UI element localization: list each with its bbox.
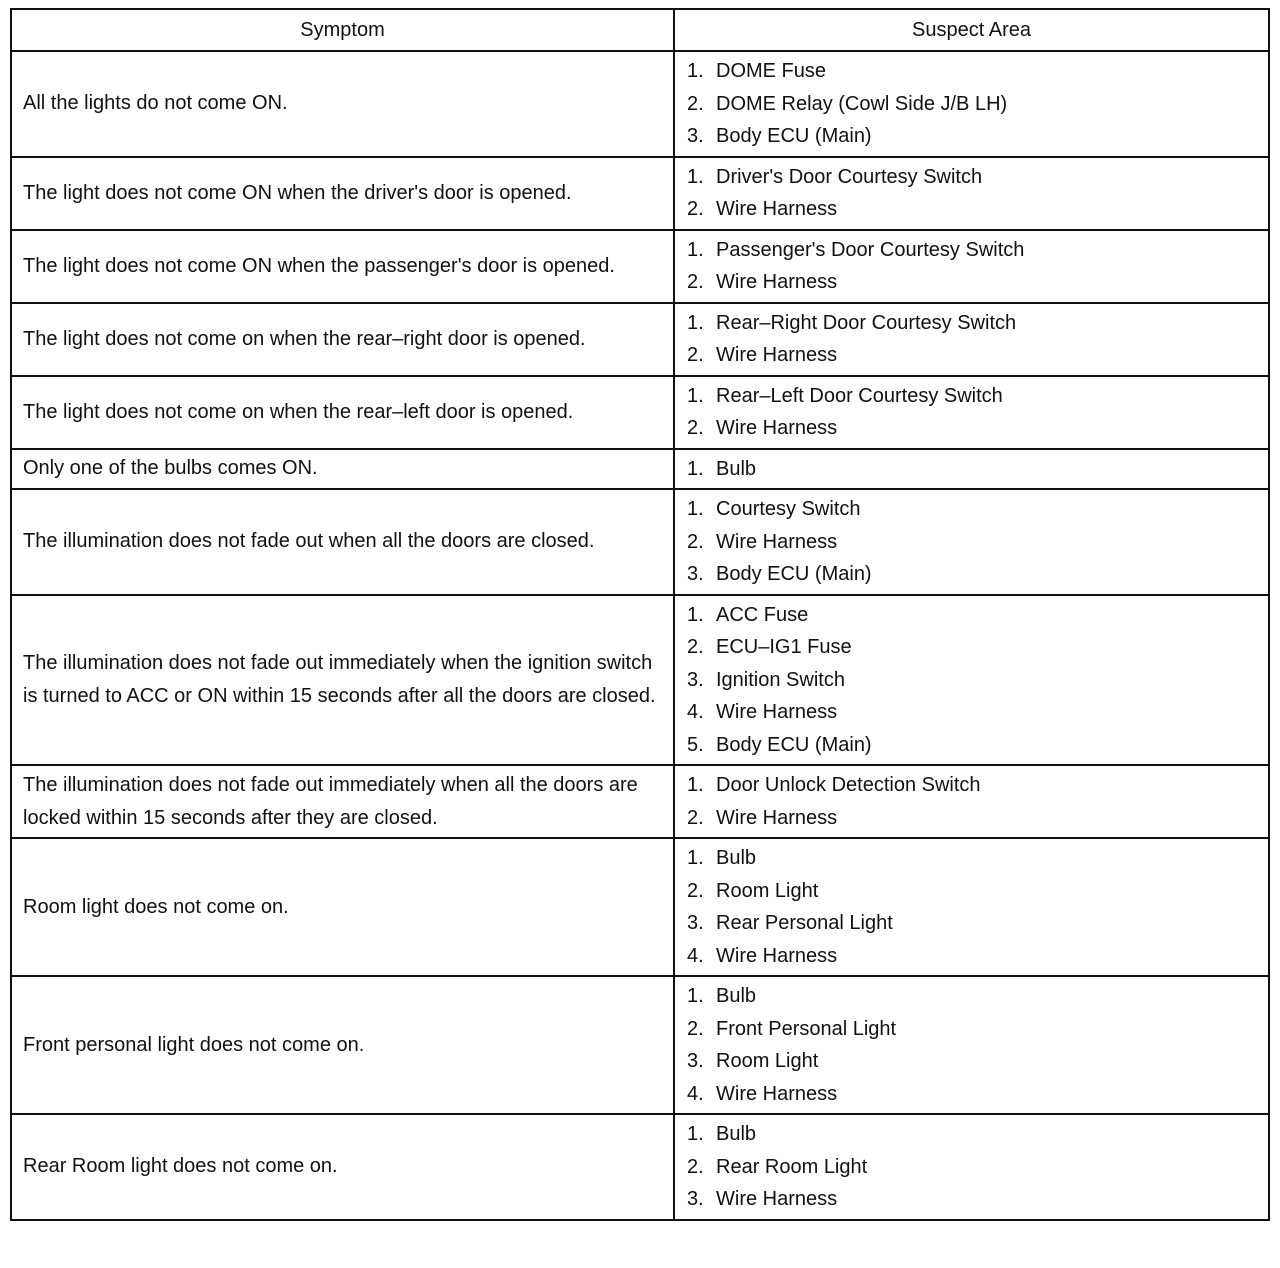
suspect-item-number: 1. [687, 457, 704, 480]
suspect-item-number: 1. [687, 847, 704, 869]
suspect-item [687, 453, 1258, 486]
symptom-cell: All the lights do not come ON. [11, 51, 674, 157]
suspect-item [687, 1013, 1258, 1046]
suspect-item-number: 3. [687, 1188, 704, 1210]
suspect-item-number: 3. [687, 125, 704, 147]
suspect-item [687, 631, 1258, 664]
suspect-item-label: Courtesy Switch [716, 498, 861, 520]
suspect-item-label: Wire Harness [716, 344, 838, 366]
suspect-item-label: Wire Harness [716, 944, 838, 967]
suspect-area-cell [674, 51, 1269, 157]
suspect-item [687, 842, 1258, 875]
suspect-item-label: Wire Harness [716, 417, 838, 439]
suspect-item-label: Wire Harness [716, 530, 838, 553]
table-row [11, 303, 1269, 376]
suspect-item-label: Rear Room Light [716, 1155, 868, 1178]
suspect-item-number: 2. [687, 198, 704, 220]
suspect-area-cell [674, 489, 1269, 595]
suspect-item-label: Rear Personal Light [716, 912, 893, 934]
table-row [11, 838, 1269, 976]
suspect-item [687, 1045, 1258, 1078]
suspect-item-label: Bulb [716, 457, 757, 480]
table-row [11, 976, 1269, 1114]
suspect-item-number: 2. [687, 1155, 704, 1178]
suspect-item-label: ACC Fuse [716, 603, 809, 626]
suspect-item-number: 3. [687, 563, 704, 585]
suspect-area-cell [674, 157, 1269, 230]
table-row [11, 449, 1269, 490]
suspect-item-number: 2. [687, 879, 704, 902]
suspect-item-label: DOME Relay (Cowl Side J/B LH) [716, 92, 1008, 115]
suspect-item-label: Body ECU (Main) [716, 563, 872, 585]
suspect-item-number: 3. [687, 1050, 704, 1072]
suspect-item-number: 2. [687, 530, 704, 553]
suspect-item-number: 4. [687, 944, 704, 967]
suspect-area-cell [674, 376, 1269, 449]
suspect-item-label: Wire Harness [716, 271, 838, 293]
suspect-item-label: Wire Harness [716, 701, 838, 723]
suspect-item-label: Ignition Switch [716, 668, 845, 691]
table-row [11, 489, 1269, 595]
suspect-item [687, 980, 1258, 1013]
suspect-area-cell [674, 976, 1269, 1114]
table-row [11, 51, 1269, 157]
suspect-item-label: Front Personal Light [716, 1017, 897, 1040]
suspect-item-label: Rear–Left Door Courtesy Switch [716, 384, 1003, 407]
suspect-item [687, 729, 1258, 762]
suspect-area-cell [674, 303, 1269, 376]
symptom-cell: Only one of the bulbs comes ON. [11, 449, 674, 490]
suspect-item-number: 1. [687, 1123, 704, 1145]
symptom-cell: The light does not come on when the rear–left door is opened. [11, 376, 674, 449]
suspect-item [687, 1078, 1258, 1111]
suspect-item-label: Wire Harness [716, 1082, 838, 1105]
suspect-item-label: Body ECU (Main) [716, 733, 872, 756]
suspect-item [687, 307, 1258, 340]
table-row [11, 1114, 1269, 1220]
symptom-cell: The illumination does not fade out when all the doors are closed. [11, 489, 674, 595]
suspect-item [687, 664, 1258, 697]
table-row [11, 230, 1269, 303]
suspect-item-label: Wire Harness [716, 806, 838, 829]
suspect-item-label: Bulb [716, 847, 757, 869]
suspect-item [687, 802, 1258, 835]
symptom-cell: Room light does not come on. [11, 838, 674, 976]
header-row [11, 9, 1269, 51]
suspect-area-cell [674, 595, 1269, 766]
suspect-item-label: Room Light [716, 879, 819, 902]
suspect-item-number: 3. [687, 912, 704, 934]
suspect-item [687, 493, 1258, 526]
suspect-area-cell [674, 1114, 1269, 1220]
suspect-item [687, 380, 1258, 413]
suspect-item-number: 1. [687, 60, 704, 82]
suspect-area-cell [674, 230, 1269, 303]
suspect-item-label: DOME Fuse [716, 60, 827, 82]
suspect-item [687, 88, 1258, 121]
suspect-item [687, 940, 1258, 973]
suspect-item-number: 2. [687, 271, 704, 293]
suspect-item-label: Bulb [716, 1123, 757, 1145]
suspect-item [687, 234, 1258, 267]
suspect-item [687, 1151, 1258, 1184]
suspect-item-label: Driver's Door Courtesy Switch [716, 165, 983, 188]
suspect-item [687, 696, 1258, 729]
suspect-item-number: 1. [687, 774, 704, 796]
table-row [11, 376, 1269, 449]
symptom-cell: Front personal light does not come on. [11, 976, 674, 1114]
suspect-item [687, 412, 1258, 445]
suspect-item-number: 2. [687, 636, 704, 658]
symptom-cell: The illumination does not fade out immediately when all the doors are locked within 15 seconds after they are closed. [11, 765, 674, 838]
symptom-column-header: Symptom [11, 9, 674, 51]
suspect-item-label: Bulb [716, 985, 757, 1007]
suspect-area-column-header: Suspect Area [674, 9, 1269, 51]
suspect-item [687, 907, 1258, 940]
suspect-item-number: 2. [687, 1017, 704, 1040]
suspect-item-label: ECU–IG1 Fuse [716, 636, 852, 658]
symptom-cell: The light does not come on when the rear–right door is opened. [11, 303, 674, 376]
suspect-item-label: Rear–Right Door Courtesy Switch [716, 311, 1017, 334]
suspect-item [687, 1183, 1258, 1216]
suspect-item-label: Wire Harness [716, 1188, 838, 1210]
symptom-cell: The light does not come ON when the driver's door is opened. [11, 157, 674, 230]
suspect-item [687, 339, 1258, 372]
suspect-item-label: Room Light [716, 1050, 819, 1072]
suspect-item-number: 1. [687, 384, 704, 407]
suspect-item [687, 599, 1258, 632]
table-row [11, 157, 1269, 230]
symptom-cell: The light does not come ON when the passenger's door is opened. [11, 230, 674, 303]
suspect-item [687, 875, 1258, 908]
suspect-item-number: 2. [687, 806, 704, 829]
suspect-item [687, 769, 1258, 802]
suspect-item-label: Body ECU (Main) [716, 125, 872, 147]
symptom-cell: Rear Room light does not come on. [11, 1114, 674, 1220]
suspect-item-label: Wire Harness [716, 198, 838, 220]
suspect-item [687, 526, 1258, 559]
suspect-area-cell [674, 449, 1269, 490]
table-row [11, 595, 1269, 766]
suspect-item-number: 1. [687, 165, 704, 188]
troubleshooting-table-container [10, 8, 1268, 1221]
suspect-item-number: 3. [687, 668, 704, 691]
suspect-item [687, 266, 1258, 299]
suspect-item-number: 1. [687, 311, 704, 334]
table-body [11, 51, 1269, 1220]
suspect-item-number: 2. [687, 344, 704, 366]
suspect-item-number: 1. [687, 985, 704, 1007]
suspect-item [687, 55, 1258, 88]
suspect-item-number: 4. [687, 1082, 704, 1105]
suspect-item-label: Passenger's Door Courtesy Switch [716, 238, 1025, 261]
suspect-item-number: 2. [687, 92, 704, 115]
troubleshooting-table [10, 8, 1270, 1221]
suspect-item [687, 193, 1258, 226]
suspect-area-cell [674, 838, 1269, 976]
suspect-area-cell [674, 765, 1269, 838]
suspect-item-number: 1. [687, 238, 704, 261]
suspect-item [687, 558, 1258, 591]
suspect-item [687, 161, 1258, 194]
suspect-item-number: 1. [687, 603, 704, 626]
suspect-item-number: 1. [687, 498, 704, 520]
suspect-item-number: 5. [687, 733, 704, 756]
suspect-item-label: Door Unlock Detection Switch [716, 774, 981, 796]
table-row [11, 765, 1269, 838]
suspect-item [687, 120, 1258, 153]
suspect-item-number: 4. [687, 701, 704, 723]
suspect-item [687, 1118, 1258, 1151]
symptom-cell: The illumination does not fade out immediately when the ignition switch is turned to ACC or ON within 15 seconds after all the doors are closed. [11, 595, 674, 766]
suspect-item-number: 2. [687, 417, 704, 439]
